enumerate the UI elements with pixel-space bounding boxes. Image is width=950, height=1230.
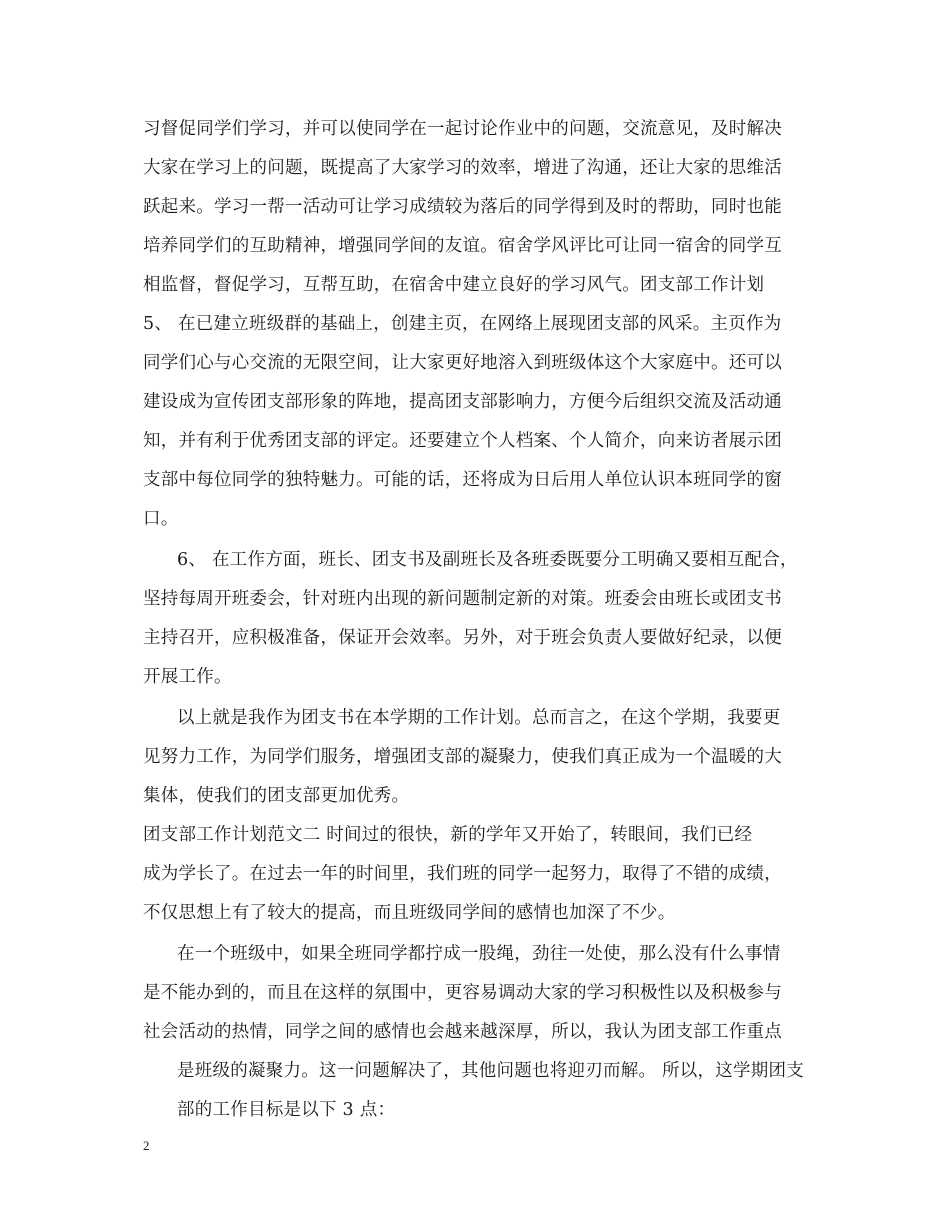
body-text-line: 口。 xyxy=(143,509,179,529)
body-text-line: 在一个班级中，如果全班同学都拧成一股绳，劲往一处使，那么没有什么事情 xyxy=(177,944,781,964)
body-text-line: 5、 在已建立班级群的基础上，创建主页，在网络上展现团支部的风采。主页作为 xyxy=(143,314,782,334)
body-text-line: 社会活动的热情，同学之间的感情也会越来越深厚，所以，我认为团支部工作重点 xyxy=(143,1022,782,1042)
body-text-line: 跃起来。学习一帮一活动可让学习成绩较为落后的同学得到及时的帮助，同时也能 xyxy=(143,197,782,217)
body-text-line: 以上就是我作为团支书在本学期的工作计划。总而言之，在这个学期，我要更 xyxy=(177,708,781,728)
body-text-line: 是不能办到的，而且在这样的氛围中，更容易调动大家的学习积极性以及积极参与 xyxy=(143,983,782,1003)
body-text-line: 不仅思想上有了较大的提高，而且班级同学间的感情也加深了不少。 xyxy=(143,903,676,923)
body-text-line: 是班级的凝聚力。这一问题解决了，其他问题也将迎刃而解。 所以，这学期团支 xyxy=(177,1061,805,1081)
body-text-line: 见努力工作，为同学们服务，增强团支部的凝聚力，使我们真正成为一个温暖的大 xyxy=(143,747,782,767)
page-number: 2 xyxy=(143,1138,150,1153)
body-text-line: 大家在学习上的问题，既提高了大家学习的效率，增进了沟通，还让大家的思维活 xyxy=(143,158,782,178)
body-text-line: 同学们心与心交流的无限空间，让大家更好地溶入到班级体这个大家庭中。还可以 xyxy=(143,353,782,373)
body-text-line: 习督促同学们学习，并可以使同学在一起讨论作业中的问题，交流意见，及时解决 xyxy=(143,119,782,139)
body-text-line: 知，并有利于优秀团支部的评定。还要建立个人档案、个人简介，向来访者展示团 xyxy=(143,431,782,451)
body-text-line: 建设成为宣传团支部形象的阵地，提高团支部影响力，方便今后组织交流及活动通 xyxy=(143,392,782,412)
body-text-line: 坚持每周开班委会，针对班内出现的新问题制定新的对策。班委会由班长或团支书 xyxy=(143,589,782,609)
body-text-line: 6、 在工作方面，班长、团支书及副班长及各班委既要分工明确又要相互配合， xyxy=(177,550,798,570)
body-text-line: 培养同学们的互助精神，增强同学间的友谊。宿舍学风评比可让同一宿舍的同学互 xyxy=(143,236,782,256)
body-text-line: 支部中每位同学的独特魅力。可能的话，还将成为日后用人单位认识本班同学的窗 xyxy=(143,470,782,490)
body-text-line: 团支部工作计划范文二 时间过的很快，新的学年又开始了，转眼间，我们已经 xyxy=(143,825,753,845)
body-text-line: 相监督，督促学习，互帮互助，在宿舍中建立良好的学习风气。团支部工作计划 xyxy=(143,275,765,295)
body-text-line: 成为学长了。在过去一年的时间里，我们班的同学一起努力，取得了不错的成绩， xyxy=(143,864,782,884)
body-text-line: 集体，使我们的团支部更加优秀。 xyxy=(143,786,410,806)
body-text-line: 开展工作。 xyxy=(143,667,232,687)
body-text-line: 主持召开，应积极准备，保证开会效率。另外，对于班会负责人要做好纪录，以便 xyxy=(143,628,782,648)
body-text-line: 部的工作目标是以下 3 点： xyxy=(177,1100,396,1120)
